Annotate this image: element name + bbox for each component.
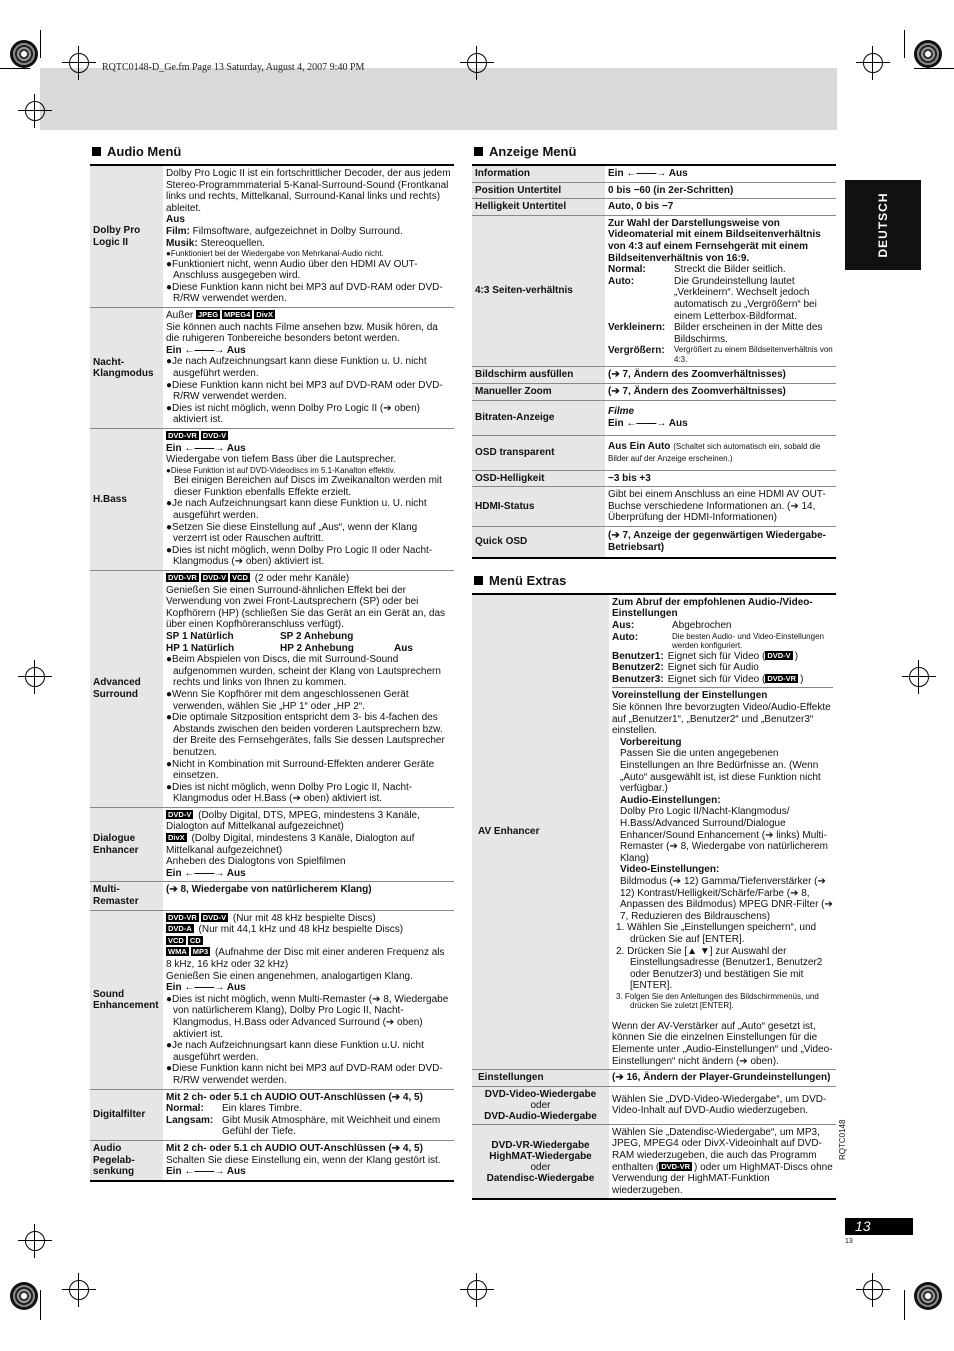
page-number: 13: [845, 1218, 913, 1235]
format-badge: JPEG: [198, 310, 219, 320]
registration-disc-icon: [10, 1282, 38, 1310]
format-badge: MPEG4: [224, 310, 251, 320]
table-row: [90, 165, 454, 308]
table-row: [90, 571, 454, 808]
table-row: [90, 428, 454, 570]
format-badge: MP3: [192, 947, 209, 957]
table-row: Helligkeit Untertitel Auto, 0 bis −7: [472, 199, 836, 216]
trim-mark: [914, 68, 954, 69]
section-title: Audio Menü: [90, 144, 454, 160]
row-label: Audio Pegelab-senkung: [90, 1140, 163, 1180]
format-badge: DivX: [256, 310, 273, 320]
row-content: DVD-VR DVD-V Ein ←——→ Aus Wiedergabe von tiefem Bass über die Lautsprecher. ●Diese Funktion ist auf DVD-Videodiscs im 5.1-Kanalton effektiv. Bei einigen Bereichen auf Discs im Zweikanalton werden mit dieser Funktion ebenfalls Effekte erzielt. ●Je nach Aufzeichnungsart kann diese Funktion u. U. nicht ausgeführt werden. ●Setzen Sie diese Einstellung auf „Aus“, wenn der Klang verzerrt ist oder Rauschen auftritt. ●Dies ist nicht möglich, wenn Dolby Pro Logic II oder Nacht-Klangmodus (➔ oben) aktiviert ist.: [163, 428, 454, 570]
format-badge: DVD-VR: [168, 430, 197, 440]
table-row: [90, 1089, 454, 1140]
table-row: Manueller Zoom (➔ 7, Ändern des Zoomverhältnisses): [472, 383, 836, 400]
row-content: Dolby Pro Logic II ist ein fortschrittlicher Decoder, der aus jedem Stereo-Programmmaterial 5-Kanal-Surround-Sound (Frontkanal links und rechts, Mittelkanal, Surround-Kanal links und rechts) ableitet. Aus Film: Filmsoftware, aufgezeichnet in Dolby Surround. Musik: Stereoquellen. ●Funktioniert bei der Wiedergabe von Mehrkanal-Audio nicht. ●Funktioniert nicht, wenn Audio über den HDMI AV OUT-Anschluss ausgegeben wird. ●Diese Funktion kann nicht bei MP3 auf DVD-RAM oder DVD-R/RW verwendet werden.: [163, 165, 454, 308]
table-row: AV Enhancer Zum Abruf der empfohlenen Audio-/Video-Einstellungen Aus: Abgebrochen Auto: Die besten Audio- und Video-Einstellungen werden konfiguriert. Benutzer1: Eignet sich für Video ( DVD-V ) Benutzer2: Eignet sich für Audio Benutzer3: Eignet sich für Video ( DVD-VR ) Voreinstellung der Einstellungen Sie können Ihre bevorzugten Video/Audio-Effekte auf „Benutzer1“, „Benutzer2“ und „Benutzer3“ einstellen. Vorbereitung Passen Sie die unten angegebenen Einstellungen an Ihre Bedürfnisse an. (Wenn „Auto“ ausgewählt ist, ist diese Funktion nicht verfügbar.) Audio-Einstellungen: Dolby Pro Logic II/Nacht-Klangmodus/ H.Bass/Advanced Surround/Dialogue Enhancer/Sound Enhancement (➔ links) Multi-Remaster (➔ 8, Wiedergabe von natürlicherem Klang) Video-Einstellungen: Bildmodus (➔ 12) Gamma/Tiefenverstärker (➔ 12) Kontrast/Helligkeit/Schärfe/Farbe (➔ 8, Anpassen des Bildmodus) MPEG DNR-Filter (➔ 7, Reduzieren des Bildrauschens) 1. Wählen Sie „Einstellungen speichern“, und drücken Sie auf [ENTER]. 2. Drücken Sie [▲ ▼] zur Auswahl der Einstellungsadresse (Benutzer1, Benutzer2 oder Benutzer3) und bestätigen Sie mit [ENTER]. 3. Folgen Sie den Anleitungen des Bildschirmmenüs, und drücken Sie zuletzt [ENTER]. Wenn der AV-Verstärker auf „Auto“ gesetzt ist, können Sie die einzelnen Einstellungen für die Elemente unter „Audio-Einstellungen“ und „Video-Einstellungen“ nicht ändern (➔ oben).: [472, 594, 836, 1070]
crosshair-icon: [460, 46, 494, 80]
audio-menu-table: [90, 164, 454, 1182]
crosshair-icon: [18, 94, 52, 128]
table-row: OSD transparent Aus Ein Auto (Schaltet sich automatisch ein, sobald die Bilder auf der Anzeige erscheinen.): [472, 435, 836, 470]
format-badge: VCD: [232, 573, 248, 582]
table-row: Information Ein ←——→ Aus: [472, 165, 836, 182]
extras-menu-table: [472, 593, 836, 1201]
row-label: Advanced Surround: [90, 571, 163, 808]
table-row: [90, 910, 454, 1089]
trim-mark: [904, 1290, 905, 1320]
row-label: Dolby Pro Logic II: [90, 165, 163, 308]
anzeige-menu-table: [472, 164, 836, 559]
row-content: Mit 2 ch- oder 5.1 ch AUDIO OUT-Anschlüssen (➔ 4, 5) Normal: Ein klares Timbre. Langsam: Gibt Musik Atmosphäre, mit Weichheit und einem Gefühl der Tiefe.: [163, 1089, 454, 1140]
page-number-small: 13: [845, 1238, 853, 1245]
table-row: [90, 308, 454, 429]
table-row: Quick OSD (➔ 7, Anzeige der gegenwärtigen Wiedergabe-Betriebsart): [472, 526, 836, 558]
row-label: Digitalfilter: [90, 1089, 163, 1140]
crosshair-icon: [856, 46, 890, 80]
section-title: Menü Extras: [472, 573, 836, 589]
doc-code: RQTC0148: [838, 1119, 847, 1160]
format-badge: DVD-VR: [661, 1161, 691, 1171]
format-badge: DVD-V: [767, 650, 791, 660]
format-badge: DVD-V: [202, 573, 227, 582]
format-badge: DVD-VR: [767, 673, 797, 683]
registration-disc-icon: [914, 40, 942, 68]
table-row: HDMI-Status Gibt bei einem Anschluss an eine HDMI AV OUT-Buchse verschiedene Informationen an. (➔ 14, Überprüfung der HDMI-Informationen): [472, 487, 836, 527]
print-header: RQTC0148-D_Ge.fm Page 13 Saturday, August 4, 2007 9:40 PM: [102, 62, 365, 73]
table-row: Bitraten-Anzeige Filme Ein ←——→ Aus: [472, 400, 836, 435]
crosshair-icon: [62, 1273, 96, 1307]
table-row: 4:3 Seiten-verhältnis Zur Wahl der Darstellungsweise von Videomaterial mit einem Bildseitenverhältnis von 4:3 auf einem Fernsehgerät mit einem Bildseitenverhältnis von 16:9. Normal: Streckt die Bilder seitlich. Auto: Die Grundeinstellung lautet „Verkleinern“. Wechselt jedoch automatisch zu „Vergrößern“ bei einem Letterbox-Bildformat. Verkleinern: Bilder erscheinen in der Mitte des Bildschirms. Vergrößern: Vergrößert zu einem Bildseitenverhältnis von 4:3.: [472, 215, 836, 367]
crosshair-icon: [902, 660, 936, 694]
row-content: DVD-VR DVD-V (Nur mit 48 kHz bespielte Discs) DVD-A (Nur mit 44,1 kHz und 48 kHz bespielte Discs) VCD CD WMA MP3 (Aufnahme der Disc mit einer anderen Frequenz als 8 kHz, 16 kHz oder 32 kHz) Genießen Sie einen angenehmen, analogartigen Klang. Ein ←——→ Aus ●Dies ist nicht möglich, wenn Multi-Remaster (➔ 8, Wiedergabe von natürlicherem Klang), Dolby Pro Logic II, Nacht-Klangmodus, H.Bass oder Advanced Surround (➔ oben) aktiviert ist. ●Je nach Aufzeichnungsart kann diese Funktion u.U. nicht ausgeführt werden. ●Diese Funktion kann nicht bei MP3 auf DVD-RAM oder DVD-R/RW verwendet werden.: [163, 910, 454, 1089]
crosshair-icon: [460, 1273, 494, 1307]
format-badge: CD: [189, 935, 201, 945]
format-badge: DVD-A: [168, 924, 192, 934]
square-bullet-icon: [474, 147, 483, 156]
section-title: Anzeige Menü: [472, 144, 836, 160]
table-row: Bildschirm ausfüllen (➔ 7, Ändern des Zoomverhältnisses): [472, 367, 836, 384]
format-badge: WMA: [168, 947, 187, 957]
format-badge: DVD-V: [202, 430, 227, 440]
table-row: [90, 807, 454, 882]
format-badge: DivX: [168, 833, 185, 843]
row-label: Nacht-Klangmodus: [90, 308, 163, 429]
format-badge: VCD: [168, 935, 184, 945]
square-bullet-icon: [474, 576, 483, 585]
row-content: (➔ 8, Wiedergabe von natürlicherem Klang): [163, 882, 454, 910]
language-tab: DEUTSCH: [845, 180, 921, 270]
table-row: Einstellungen (➔ 16, Ändern der Player-Grundeinstellungen): [472, 1070, 836, 1087]
table-row: [90, 882, 454, 910]
row-content: Außer JPEG MPEG4 DivX Sie können auch nachts Filme ansehen bzw. Musik hören, da die ruhigeren Tonbereiche besonders betont werden. Ein ←——→ Aus ●Je nach Aufzeichnungsart kann diese Funktion u. U. nicht ausgeführt werden. ●Diese Funktion kann nicht bei MP3 auf DVD-RAM oder DVD-R/RW verwendet werden. ●Dies ist nicht möglich, wenn Dolby Pro Logic II (➔ oben) aktiviert ist.: [163, 308, 454, 429]
table-row: DVD-Video-Wiedergabe oder DVD-Audio-Wiedergabe Wählen Sie „DVD-Video-Wiedergabe“, um DVD-Video-Inhalt auf DVD-Audio wiederzugeben.: [472, 1086, 836, 1124]
row-label: Dialogue Enhancer: [90, 807, 163, 882]
row-content: DVD-VR DVD-V VCD (2 oder mehr Kanäle) Genießen Sie einen Surround-ähnlichen Effekt bei der Verwendung von zwei Front-Lautsprechern (SP) oder bei Kopfhörern (HP) (schließen Sie das Gerät an ein Gerät an, das über einen Kopfhöreranschluss verfügt). SP 1 Natürlich SP 2 Anhebung HP 1 Natürlich HP 2 Anhebung Aus ●Beim Abspielen von Discs, die mit Surround-Sound aufgenommen wurden, scheint der Klang von Lautsprechern rechts und links von Ihnen zu kommen. ●Wenn Sie Kopfhörer mit dem angeschlossenen Gerät verwenden, wählen Sie „HP 1“ oder „HP 2“. ●Die optimale Sitzposition entspricht dem 3- bis 4-fachen des Abstands zwischen den beiden vorderen Lautsprechern bzw. der Breite des Fernsehgerätes, falls Sie dessen Lautsprecher benutzen. ●Nicht in Kombination mit Surround-Effekten anderer Geräte einsetzen. ●Dies ist nicht möglich, wenn Dolby Pro Logic II, Nacht-Klangmodus oder H.Bass (➔ oben) aktiviert ist.: [163, 571, 454, 808]
anzeige-menu-section: [472, 144, 836, 1200]
row-label: H.Bass: [90, 428, 163, 570]
trim-mark: [40, 30, 41, 58]
registration-disc-icon: [914, 1282, 942, 1310]
crosshair-icon: [856, 1273, 890, 1307]
trim-mark: [0, 68, 30, 69]
row-label: Multi-Remaster: [90, 882, 163, 910]
crosshair-icon: [18, 1224, 52, 1258]
row-label: Sound Enhancement: [90, 910, 163, 1089]
registration-disc-icon: [10, 40, 38, 68]
format-badge: DVD-V: [168, 809, 192, 819]
table-row: DVD-VR-Wiedergabe HighMAT-Wiedergabe oder Datendisc-Wiedergabe Wählen Sie „Datendisc-Wiedergabe“, um MP3, JPEG, MPEG4 oder DivX-Videoinhalt auf DVD-RAM wiederzugeben, die auch das Programm enthalten ( DVD-VR ) oder um HighMAT-Discs ohne Verwendung der HighMAT-Funktion wiederzugeben.: [472, 1124, 836, 1199]
trim-mark: [40, 1290, 41, 1320]
crosshair-icon: [62, 46, 96, 80]
table-row: OSD-Helligkeit −3 bis +3: [472, 470, 836, 487]
square-bullet-icon: [92, 147, 101, 156]
row-content: DVD-V (Dolby Digital, DTS, MPEG, mindestens 3 Kanäle, Dialogton auf Mittelkanal aufgezeichnet) DivX (Dolby Digital, mindestens 3 Kanäle, Dialogton auf Mittelkanal aufgezeichnet) Anheben des Dialogtons von Spielfilmen Ein ←——→ Aus: [163, 807, 454, 882]
header-band: [40, 68, 837, 130]
audio-menu-section: [90, 144, 454, 1182]
row-content: Mit 2 ch- oder 5.1 ch AUDIO OUT-Anschlüssen (➔ 4, 5) Schalten Sie diese Einstellung ein, wenn der Klang gestört ist. Ein ←——→ Aus: [163, 1140, 454, 1180]
format-badge: DVD-VR: [168, 912, 197, 922]
format-badge: DVD-VR: [168, 573, 197, 582]
format-badge: DVD-V: [202, 912, 227, 922]
crosshair-icon: [18, 660, 52, 694]
table-row: [90, 1140, 454, 1180]
table-row: Position Untertitel 0 bis −60 (in 2er-Schritten): [472, 182, 836, 199]
trim-mark: [904, 30, 905, 58]
